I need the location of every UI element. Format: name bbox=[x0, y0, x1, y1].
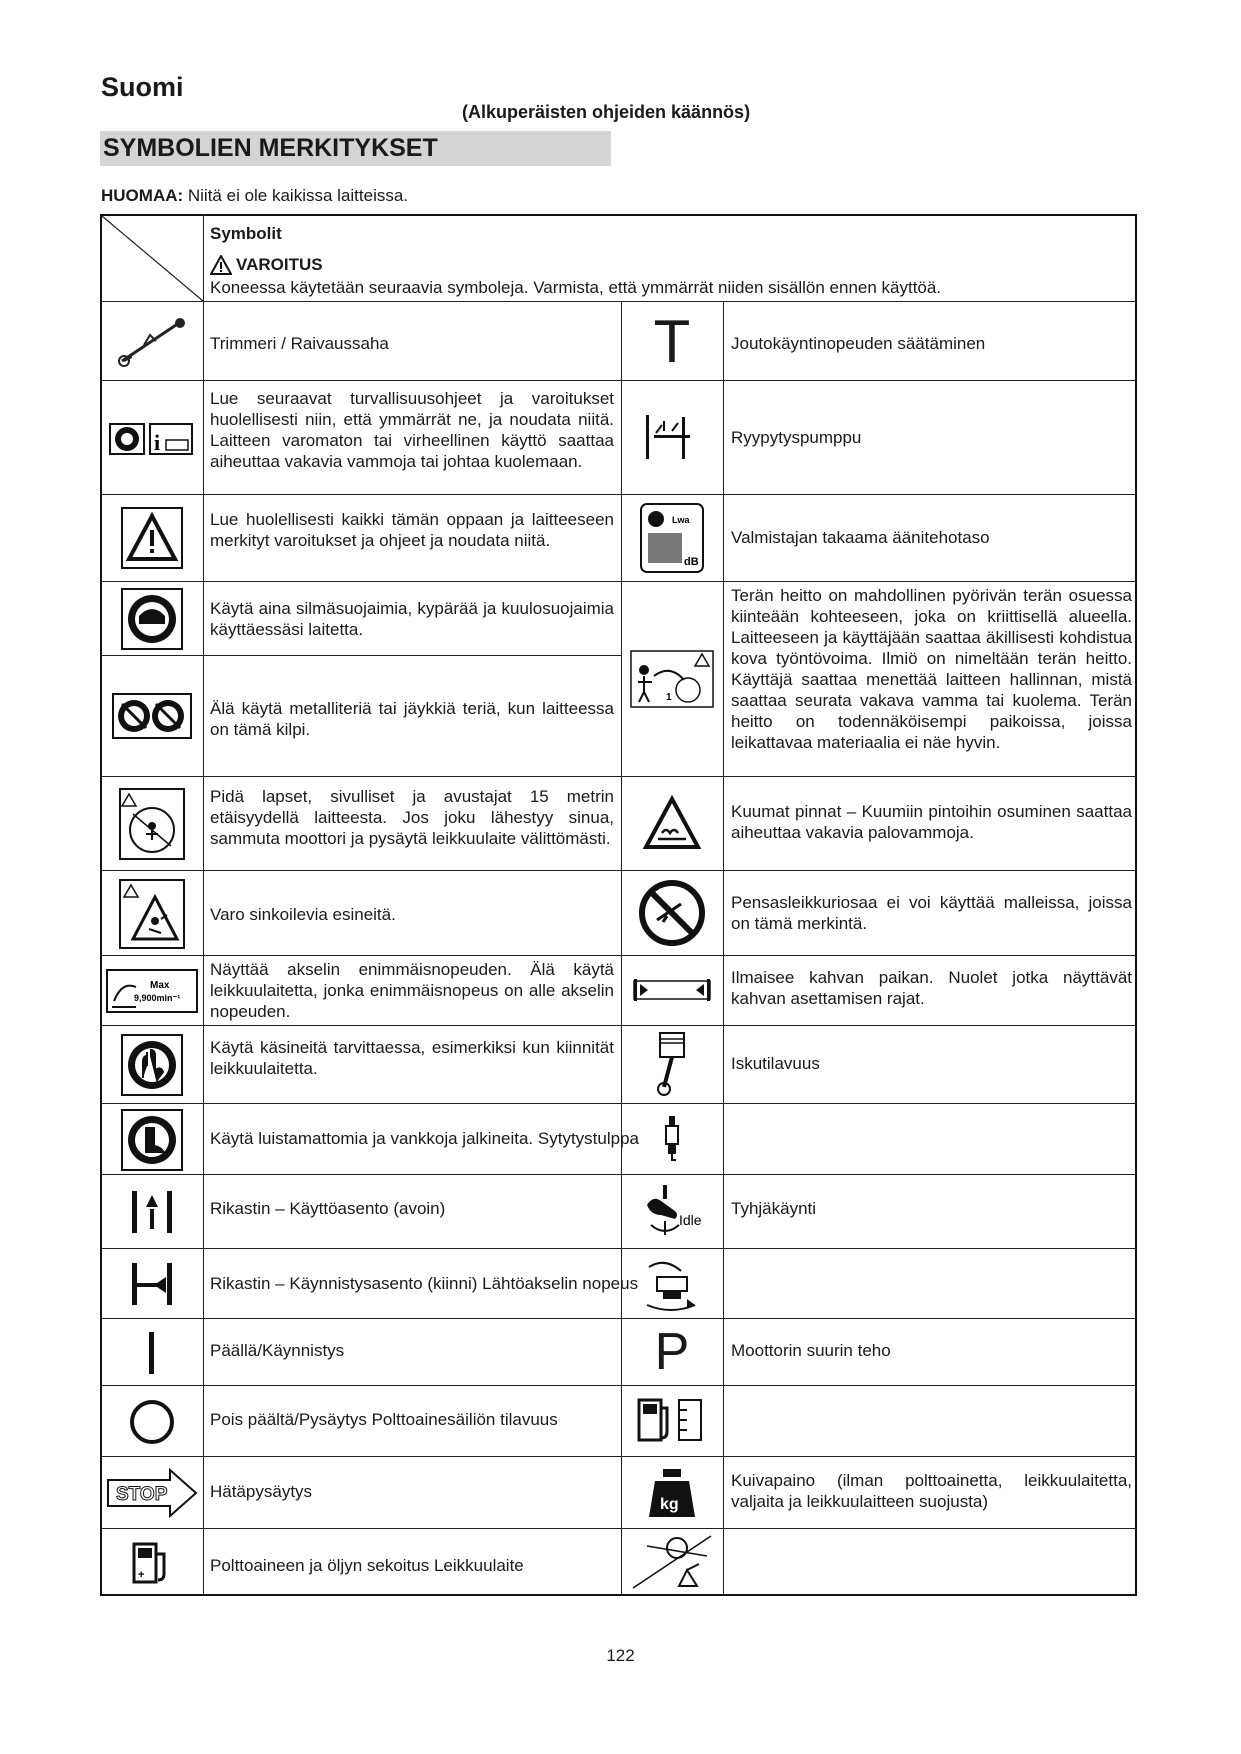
engine-power-icon: P bbox=[654, 1322, 690, 1381]
no-metal-blades-icon bbox=[104, 659, 200, 773]
cutting-attachment-icon bbox=[623, 1530, 721, 1594]
idle-adjust-icon: T bbox=[653, 307, 691, 375]
sound-power-icon bbox=[623, 496, 721, 579]
boots-icon bbox=[104, 1107, 200, 1172]
primer-pump-icon bbox=[623, 382, 721, 492]
trimmer-text: Trimmeri / Raivaussaha bbox=[210, 334, 389, 353]
choke-closed-text: Rikastin – Käynnistysasento (kiinni) Lähtöakselin nopeus bbox=[210, 1274, 639, 1293]
displacement-text: Iskutilavuus bbox=[731, 1054, 820, 1073]
handle-position-icon bbox=[623, 957, 721, 1023]
svg-text:9,900min⁻¹: 9,900min⁻¹ bbox=[134, 993, 181, 1003]
fuel-oil-mix-icon bbox=[104, 1532, 200, 1594]
no-hedge-trimmer-icon bbox=[623, 872, 721, 953]
no-metal-blades-text: Älä käytä metalliteriä tai jäykkiä teriä, kun laitteessa on tämä kilpi. bbox=[210, 699, 614, 739]
symbols-heading: Symbolit bbox=[210, 224, 282, 243]
note bbox=[101, 186, 408, 206]
svg-text:1: 1 bbox=[666, 691, 672, 703]
blade-thrust-text: Terän heitto on mahdollinen pyörivän terän osuessa kiinteään kohteeseen, joka on kriittisellä alueella. Laitteeseen ja käyttäjään saattaa äkillisesti kohdistua kova työntövoima. Ilmiö on nimeltään terän heitto. Käyttäjä saattaa menettää laitteen hallinnan, mistä saattaa seurata vakava vamma tai kuolema. Terän heitto on todennäköisempi paikoissa, joissa leikattavaa materiaalia ei näe hyvin. bbox=[731, 586, 1132, 752]
page-number: 122 bbox=[606, 1646, 635, 1665]
thrown-objects-icon bbox=[104, 874, 200, 953]
primer-pump-text: Ryypytyspumppu bbox=[731, 428, 862, 447]
header-diagonal bbox=[100, 214, 204, 302]
svg-text:Max: Max bbox=[150, 980, 170, 991]
warning-triangle-text: Lue huolellisesti kaikki tämän oppaan ja laitteeseen merkityt varoitukset ja ohjeet ja noudata niitä. bbox=[210, 510, 614, 550]
thrown-objects-text: Varo sinkoilevia esineitä. bbox=[210, 905, 396, 924]
keep-distance-text: Pidä lapset, sivulliset ja avustajat 15 metrin etäisyydellä laitteesta. Jos joku lähestyy sinua, sammuta moottori ja pysäytä leikkuulaite välittömästi. bbox=[210, 787, 614, 848]
section-title: SYMBOLIEN MERKITYKSET bbox=[100, 131, 611, 166]
off-stop-icon bbox=[104, 1389, 200, 1454]
choke-open-text: Rikastin – Käyttöasento (avoin) bbox=[210, 1199, 446, 1218]
handle-position-text: Ilmaisee kahvan paikan. Nuolet jotka näyttävät kahvan asettamisen rajat. bbox=[731, 968, 1132, 1008]
read-manual-icon bbox=[104, 384, 200, 492]
language-heading: Suomi bbox=[101, 72, 184, 102]
emergency-stop-icon bbox=[104, 1460, 200, 1526]
gloves-text: Käytä käsineitä tarvittaessa, esimerkiksi kun kiinnität leikkuulaitetta. bbox=[210, 1038, 614, 1078]
note-label: HUOMAA: bbox=[101, 186, 184, 205]
fuel-oil-mix-text: Polttoaineen ja öljyn sekoitus Leikkuulaite bbox=[210, 1556, 524, 1575]
note-text: Niitä ei ole kaikissa laitteissa. bbox=[183, 186, 409, 205]
boots-text: Käytä luistamattomia ja vankkoja jalkineita. Sytytystulppa bbox=[210, 1129, 639, 1148]
idle-adjust-text: Joutokäyntinopeuden säätäminen bbox=[731, 334, 986, 353]
hot-surface-text: Kuumat pinnat – Kuumiin pintoihin osuminen saattaa aiheuttaa vakavia palovammoja. bbox=[731, 802, 1132, 842]
warning-text: Koneessa käytetään seuraavia symboleja. Varmista, että ymmärrät niiden sisällön ennen käyttöä. bbox=[210, 278, 942, 297]
idle-icon bbox=[623, 1176, 721, 1246]
max-shaft-speed-icon bbox=[104, 959, 200, 1023]
svg-text:+: + bbox=[138, 1569, 145, 1581]
max-speed-text: Näyttää akselin enimmäisnopeuden. Älä käytä leikkuulaitetta, jonka enimmäisnopeus on alle akselin nopeuden. bbox=[210, 960, 614, 1021]
off-stop-text: Pois päältä/Pysäytys Polttoainesäiliön tilavuus bbox=[210, 1410, 558, 1429]
displacement-icon bbox=[623, 1027, 721, 1101]
warning-heading: VAROITUS bbox=[210, 254, 323, 275]
svg-text:STOP: STOP bbox=[116, 1484, 168, 1505]
hot-surface-icon bbox=[623, 778, 721, 868]
svg-text:Idle: Idle bbox=[679, 1212, 702, 1228]
idle-text: Tyhjäkäynti bbox=[731, 1199, 817, 1218]
translation-subtitle: (Alkuperäisten ohjeiden käännös) bbox=[462, 102, 751, 122]
output-shaft-speed-icon bbox=[623, 1250, 721, 1316]
emergency-stop-text: Hätäpysäytys bbox=[210, 1482, 313, 1501]
read-manual-text: Lue seuraavat turvallisuusohjeet ja varoitukset huolellisesti niin, että ymmärrät ne, ja noudata niitä. Laitteen varomaton tai virheellinen käyttö saattaa aiheuttaa vakavia vammoja tai johtaa kuolemaan. bbox=[210, 389, 614, 471]
spark-plug-icon bbox=[623, 1105, 721, 1172]
warning-triangle-icon bbox=[104, 498, 200, 578]
warning-icon bbox=[210, 255, 232, 275]
on-start-text: Päällä/Käynnistys bbox=[210, 1341, 345, 1360]
fuel-tank-capacity-icon bbox=[623, 1387, 721, 1454]
svg-text:i: i bbox=[154, 430, 161, 455]
on-start-icon bbox=[104, 1322, 200, 1383]
svg-text:dB: dB bbox=[684, 555, 699, 568]
sound-power-text: Valmistajan takaama äänitehotaso bbox=[731, 528, 990, 547]
choke-open-icon bbox=[104, 1178, 200, 1246]
eye-head-ear-protection-icon bbox=[104, 585, 200, 653]
svg-text:kg: kg bbox=[660, 1496, 679, 1513]
blade-thrust-icon bbox=[623, 583, 721, 774]
engine-power-text: Moottorin suurin teho bbox=[731, 1341, 891, 1360]
choke-closed-icon bbox=[104, 1252, 200, 1316]
keep-distance-15m-icon bbox=[104, 780, 200, 868]
trimmer-icon bbox=[104, 305, 200, 377]
dry-weight-text: Kuivapaino (ilman polttoainetta, leikkuulaitetta, valjaita ja leikkuulaitteen suojusta) bbox=[731, 1471, 1132, 1511]
svg-text:Lwa: Lwa bbox=[672, 514, 690, 525]
dry-weight-icon bbox=[623, 1458, 721, 1526]
no-hedge-trimmer-text: Pensasleikkuriosaa ei voi käyttää malleissa, joissa on tämä merkintä. bbox=[731, 893, 1132, 933]
protection-text: Käytä aina silmäsuojaimia, kypärää ja kuulosuojaimia käyttäessäsi laitetta. bbox=[210, 599, 614, 639]
gloves-icon bbox=[104, 1029, 200, 1101]
